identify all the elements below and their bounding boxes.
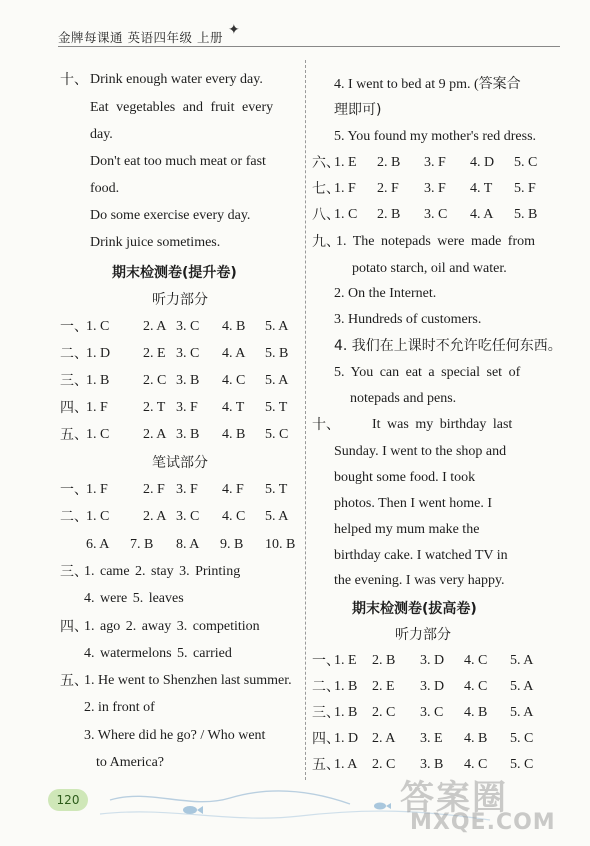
section-label-shi-right: 十、 — [312, 417, 340, 433]
section-title: 听力部分 — [152, 292, 208, 308]
watermark-url: MXQE.COM — [410, 810, 556, 835]
section-title: 听力部分 — [395, 627, 451, 643]
exam-title: 期末检测卷(提升卷) — [112, 265, 237, 281]
text-line: 理即可) — [334, 102, 382, 118]
text-line: helped my mum make the — [334, 522, 480, 537]
text-line: 4. 我们在上课时不允许吃任何东西。 — [334, 338, 562, 354]
watermark-logo-text: 答案圈 — [400, 778, 508, 818]
header-rule — [58, 46, 560, 47]
text-line: 1. The notepads were made from — [336, 234, 536, 249]
text-line: Eat vegetables and fruit every — [90, 100, 274, 115]
text-line: Drink juice sometimes. — [90, 235, 221, 250]
text-line: day. — [90, 127, 113, 142]
text-line: 5. You found my mother's red dress. — [334, 129, 537, 144]
text-line: bought some food. I took — [334, 470, 476, 485]
text-line: food. — [90, 181, 120, 196]
text-line: notepads and pens. — [350, 391, 457, 406]
text-line: 3. Where did he go? / Who went — [84, 728, 266, 743]
section-label-shi: 十、 — [60, 72, 88, 88]
text-line: Sunday. I went to the shop and — [334, 444, 507, 459]
text-line: 4. were 5. leaves — [84, 591, 184, 606]
text-line: 3. Hundreds of customers. — [334, 312, 482, 327]
text-line: 2. On the Internet. — [334, 286, 437, 301]
watermark — [400, 770, 580, 840]
text-line: 1. came 2. stay 3. Printing — [84, 564, 241, 579]
text-line: the evening. I was very happy. — [334, 573, 505, 588]
star-icon: ✦ — [228, 23, 240, 38]
text-line: 2. in front of — [84, 700, 155, 715]
exam-title: 期末检测卷(拔高卷) — [352, 601, 477, 617]
section-label-si: 四、 — [60, 619, 88, 635]
column-divider — [305, 60, 306, 780]
text-line: birthday cake. I watched TV in — [334, 548, 508, 563]
page-number: 120 — [48, 789, 88, 811]
running-header: 金牌每课通 英语四年级 上册 — [58, 30, 223, 45]
text-line: 1. He went to Shenzhen last summer. — [84, 673, 292, 688]
section-title: 笔试部分 — [152, 455, 208, 471]
text-line: to America? — [96, 755, 165, 770]
section-label-wu: 五、 — [60, 673, 88, 689]
text-line: 1. ago 2. away 3. competition — [84, 619, 260, 634]
text-line: 4. I went to bed at 9 pm. (答案合 — [334, 77, 521, 92]
text-line: It was my birthday last — [372, 417, 513, 432]
text-line: Don't eat too much meat or fast — [90, 154, 266, 169]
text-line: Drink enough water every day. — [90, 72, 263, 87]
text-line: Do some exercise every day. — [90, 208, 251, 223]
text-line: photos. Then I went home. I — [334, 496, 492, 511]
text-line: 5. You can eat a special set of — [334, 365, 521, 380]
text-line: potato starch, oil and water. — [352, 261, 507, 276]
section-label-san: 三、 — [60, 564, 88, 580]
section-label-jiu: 九、 — [312, 234, 340, 250]
text-line: 4. watermelons 5. carried — [84, 646, 232, 661]
